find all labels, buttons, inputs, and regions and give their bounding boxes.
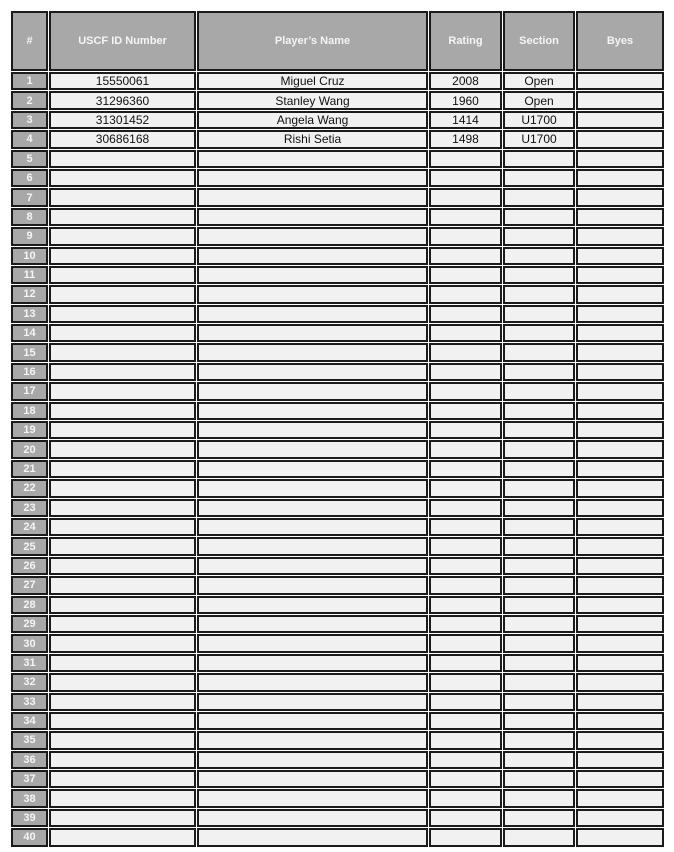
- row-number-cell: 35: [11, 731, 48, 749]
- id-cell: [49, 537, 196, 555]
- name-cell: [197, 460, 428, 478]
- rating-cell: [429, 673, 502, 691]
- byes-cell: [576, 731, 664, 749]
- table-row: [11, 91, 664, 109]
- rating-cell: [429, 479, 502, 497]
- table-row: [11, 305, 664, 323]
- row-number-cell: 36: [11, 751, 48, 769]
- id-cell: [49, 557, 196, 575]
- rating-cell: 1498: [429, 130, 502, 148]
- table-row: [11, 828, 664, 846]
- byes-cell: [576, 169, 664, 187]
- byes-cell: [576, 285, 664, 303]
- byes-cell: [576, 537, 664, 555]
- column-header-player-name: Player’s Name: [197, 11, 428, 71]
- id-cell: 31296360: [49, 91, 196, 109]
- section-cell: [503, 188, 575, 206]
- row-number-cell: 8: [11, 208, 48, 226]
- byes-cell: [576, 576, 664, 594]
- id-cell: [49, 770, 196, 788]
- table-row: [11, 111, 664, 129]
- table-row: [11, 382, 664, 400]
- row-number-cell: 13: [11, 305, 48, 323]
- byes-cell: [576, 421, 664, 439]
- table-row: [11, 440, 664, 458]
- byes-cell: [576, 91, 664, 109]
- byes-cell: [576, 130, 664, 148]
- id-cell: [49, 518, 196, 536]
- row-number-cell: 17: [11, 382, 48, 400]
- name-cell: [197, 266, 428, 284]
- table-row: [11, 169, 664, 187]
- column-header-section: Section: [503, 11, 575, 71]
- table-row: [11, 809, 664, 827]
- column-header-uscf-id: USCF ID Number: [49, 11, 196, 71]
- rating-cell: [429, 828, 502, 846]
- table-row: [11, 266, 664, 284]
- id-cell: [49, 266, 196, 284]
- byes-cell: [576, 305, 664, 323]
- byes-cell: [576, 402, 664, 420]
- name-cell: Angela Wang: [197, 111, 428, 129]
- id-cell: [49, 731, 196, 749]
- table-row: [11, 596, 664, 614]
- rating-cell: [429, 693, 502, 711]
- id-cell: [49, 150, 196, 168]
- byes-cell: [576, 615, 664, 633]
- section-cell: [503, 693, 575, 711]
- rating-cell: [429, 789, 502, 807]
- table-row: [11, 363, 664, 381]
- id-cell: 31301452: [49, 111, 196, 129]
- rating-cell: [429, 576, 502, 594]
- id-cell: [49, 499, 196, 517]
- section-cell: [503, 576, 575, 594]
- name-cell: [197, 673, 428, 691]
- row-number-cell: 18: [11, 402, 48, 420]
- name-cell: [197, 731, 428, 749]
- table-row: [11, 673, 664, 691]
- byes-cell: [576, 712, 664, 730]
- row-number-cell: 29: [11, 615, 48, 633]
- byes-cell: [576, 518, 664, 536]
- row-number-cell: 6: [11, 169, 48, 187]
- rating-cell: [429, 227, 502, 245]
- rating-cell: [429, 266, 502, 284]
- row-number-cell: 31: [11, 654, 48, 672]
- table-row: [11, 731, 664, 749]
- section-cell: [503, 751, 575, 769]
- header-row: [11, 11, 664, 71]
- name-cell: [197, 499, 428, 517]
- section-cell: [503, 712, 575, 730]
- rating-cell: [429, 615, 502, 633]
- rating-cell: [429, 382, 502, 400]
- name-cell: [197, 421, 428, 439]
- byes-cell: [576, 654, 664, 672]
- id-cell: [49, 440, 196, 458]
- name-cell: [197, 518, 428, 536]
- id-cell: 15550061: [49, 72, 196, 90]
- section-cell: [503, 770, 575, 788]
- section-cell: [503, 499, 575, 517]
- row-number-cell: 10: [11, 247, 48, 265]
- rating-cell: [429, 596, 502, 614]
- name-cell: [197, 440, 428, 458]
- id-cell: [49, 188, 196, 206]
- byes-cell: [576, 382, 664, 400]
- table-row: [11, 751, 664, 769]
- row-number-cell: 1: [11, 72, 48, 90]
- rating-cell: [429, 169, 502, 187]
- rating-cell: [429, 421, 502, 439]
- table-row: [11, 188, 664, 206]
- name-cell: [197, 169, 428, 187]
- section-cell: [503, 227, 575, 245]
- name-cell: [197, 188, 428, 206]
- name-cell: [197, 615, 428, 633]
- player-roster-table: [10, 10, 665, 848]
- id-cell: [49, 693, 196, 711]
- column-header-byes: Byes: [576, 11, 664, 71]
- rating-cell: [429, 324, 502, 342]
- section-cell: Open: [503, 72, 575, 90]
- byes-cell: [576, 460, 664, 478]
- section-cell: [503, 285, 575, 303]
- id-cell: 30686168: [49, 130, 196, 148]
- id-cell: [49, 712, 196, 730]
- byes-cell: [576, 557, 664, 575]
- table-row: [11, 499, 664, 517]
- section-cell: [503, 596, 575, 614]
- byes-cell: [576, 673, 664, 691]
- table-row: [11, 789, 664, 807]
- id-cell: [49, 305, 196, 323]
- row-number-cell: 19: [11, 421, 48, 439]
- table-row: [11, 479, 664, 497]
- section-cell: [503, 828, 575, 846]
- id-cell: [49, 363, 196, 381]
- section-cell: [503, 266, 575, 284]
- table-row: [11, 150, 664, 168]
- id-cell: [49, 809, 196, 827]
- rating-cell: [429, 440, 502, 458]
- byes-cell: [576, 111, 664, 129]
- rating-cell: [429, 363, 502, 381]
- section-cell: [503, 169, 575, 187]
- id-cell: [49, 789, 196, 807]
- rating-cell: [429, 751, 502, 769]
- name-cell: [197, 712, 428, 730]
- section-cell: [503, 789, 575, 807]
- row-number-cell: 33: [11, 693, 48, 711]
- row-number-cell: 32: [11, 673, 48, 691]
- rating-cell: [429, 460, 502, 478]
- section-cell: [503, 557, 575, 575]
- table-row: [11, 654, 664, 672]
- name-cell: [197, 150, 428, 168]
- id-cell: [49, 208, 196, 226]
- section-cell: Open: [503, 91, 575, 109]
- byes-cell: [576, 789, 664, 807]
- id-cell: [49, 169, 196, 187]
- section-cell: [503, 809, 575, 827]
- name-cell: Miguel Cruz: [197, 72, 428, 90]
- byes-cell: [576, 596, 664, 614]
- table-row: [11, 518, 664, 536]
- player-roster-sheet: [10, 10, 660, 848]
- name-cell: [197, 634, 428, 652]
- name-cell: [197, 576, 428, 594]
- section-cell: [503, 518, 575, 536]
- section-cell: [503, 421, 575, 439]
- name-cell: Stanley Wang: [197, 91, 428, 109]
- id-cell: [49, 402, 196, 420]
- byes-cell: [576, 440, 664, 458]
- name-cell: Rishi Setia: [197, 130, 428, 148]
- id-cell: [49, 285, 196, 303]
- rating-cell: [429, 247, 502, 265]
- rating-cell: [429, 809, 502, 827]
- row-number-cell: 39: [11, 809, 48, 827]
- id-cell: [49, 343, 196, 361]
- table-row: [11, 615, 664, 633]
- rating-cell: [429, 343, 502, 361]
- row-number-cell: 28: [11, 596, 48, 614]
- id-cell: [49, 382, 196, 400]
- section-cell: [503, 537, 575, 555]
- id-cell: [49, 634, 196, 652]
- name-cell: [197, 227, 428, 245]
- id-cell: [49, 596, 196, 614]
- name-cell: [197, 809, 428, 827]
- section-cell: [503, 673, 575, 691]
- row-number-cell: 37: [11, 770, 48, 788]
- section-cell: [503, 479, 575, 497]
- rating-cell: 2008: [429, 72, 502, 90]
- row-number-cell: 2: [11, 91, 48, 109]
- rating-cell: [429, 188, 502, 206]
- byes-cell: [576, 828, 664, 846]
- id-cell: [49, 615, 196, 633]
- section-cell: [503, 305, 575, 323]
- byes-cell: [576, 343, 664, 361]
- row-number-cell: 38: [11, 789, 48, 807]
- byes-cell: [576, 751, 664, 769]
- column-header-rating: Rating: [429, 11, 502, 71]
- row-number-cell: 26: [11, 557, 48, 575]
- table-row: [11, 130, 664, 148]
- name-cell: [197, 596, 428, 614]
- name-cell: [197, 693, 428, 711]
- row-number-cell: 14: [11, 324, 48, 342]
- section-cell: [503, 654, 575, 672]
- rating-cell: [429, 712, 502, 730]
- rating-cell: [429, 208, 502, 226]
- rating-cell: [429, 731, 502, 749]
- id-cell: [49, 460, 196, 478]
- rating-cell: [429, 150, 502, 168]
- table-row: [11, 285, 664, 303]
- byes-cell: [576, 809, 664, 827]
- table-row: [11, 208, 664, 226]
- section-cell: [503, 150, 575, 168]
- section-cell: [503, 363, 575, 381]
- row-number-cell: 7: [11, 188, 48, 206]
- row-number-cell: 11: [11, 266, 48, 284]
- id-cell: [49, 576, 196, 594]
- byes-cell: [576, 247, 664, 265]
- byes-cell: [576, 208, 664, 226]
- id-cell: [49, 479, 196, 497]
- name-cell: [197, 382, 428, 400]
- row-number-cell: 40: [11, 828, 48, 846]
- section-cell: U1700: [503, 130, 575, 148]
- byes-cell: [576, 479, 664, 497]
- name-cell: [197, 479, 428, 497]
- table-row: [11, 537, 664, 555]
- rating-cell: 1414: [429, 111, 502, 129]
- row-number-cell: 4: [11, 130, 48, 148]
- table-row: [11, 227, 664, 245]
- id-cell: [49, 227, 196, 245]
- section-cell: [503, 460, 575, 478]
- name-cell: [197, 537, 428, 555]
- section-cell: [503, 440, 575, 458]
- section-cell: [503, 208, 575, 226]
- row-number-cell: 3: [11, 111, 48, 129]
- row-number-cell: 24: [11, 518, 48, 536]
- table-row: [11, 770, 664, 788]
- name-cell: [197, 305, 428, 323]
- row-number-cell: 20: [11, 440, 48, 458]
- name-cell: [197, 247, 428, 265]
- row-number-cell: 34: [11, 712, 48, 730]
- section-cell: [503, 615, 575, 633]
- id-cell: [49, 751, 196, 769]
- section-cell: [503, 343, 575, 361]
- byes-cell: [576, 227, 664, 245]
- row-number-cell: 15: [11, 343, 48, 361]
- rating-cell: [429, 654, 502, 672]
- id-cell: [49, 828, 196, 846]
- name-cell: [197, 770, 428, 788]
- section-cell: [503, 382, 575, 400]
- row-number-cell: 5: [11, 150, 48, 168]
- row-number-cell: 30: [11, 634, 48, 652]
- rating-cell: [429, 285, 502, 303]
- byes-cell: [576, 634, 664, 652]
- rating-cell: [429, 770, 502, 788]
- column-header-number: #: [11, 11, 48, 71]
- table-row: [11, 693, 664, 711]
- row-number-cell: 16: [11, 363, 48, 381]
- table-row: [11, 460, 664, 478]
- section-cell: [503, 324, 575, 342]
- name-cell: [197, 654, 428, 672]
- byes-cell: [576, 363, 664, 381]
- row-number-cell: 22: [11, 479, 48, 497]
- byes-cell: [576, 150, 664, 168]
- byes-cell: [576, 266, 664, 284]
- table-row: [11, 421, 664, 439]
- rating-cell: 1960: [429, 91, 502, 109]
- id-cell: [49, 421, 196, 439]
- name-cell: [197, 324, 428, 342]
- table-row: [11, 402, 664, 420]
- section-cell: [503, 731, 575, 749]
- rating-cell: [429, 499, 502, 517]
- name-cell: [197, 789, 428, 807]
- table-row: [11, 324, 664, 342]
- byes-cell: [576, 770, 664, 788]
- id-cell: [49, 654, 196, 672]
- table-row: [11, 712, 664, 730]
- section-cell: [503, 402, 575, 420]
- byes-cell: [576, 499, 664, 517]
- table-row: [11, 576, 664, 594]
- rating-cell: [429, 518, 502, 536]
- name-cell: [197, 285, 428, 303]
- rating-cell: [429, 557, 502, 575]
- name-cell: [197, 557, 428, 575]
- table-row: [11, 72, 664, 90]
- name-cell: [197, 343, 428, 361]
- section-cell: U1700: [503, 111, 575, 129]
- table-row: [11, 247, 664, 265]
- id-cell: [49, 324, 196, 342]
- id-cell: [49, 247, 196, 265]
- rating-cell: [429, 537, 502, 555]
- section-cell: [503, 634, 575, 652]
- row-number-cell: 27: [11, 576, 48, 594]
- id-cell: [49, 673, 196, 691]
- row-number-cell: 21: [11, 460, 48, 478]
- rating-cell: [429, 402, 502, 420]
- table-row: [11, 634, 664, 652]
- section-cell: [503, 247, 575, 265]
- row-number-cell: 23: [11, 499, 48, 517]
- byes-cell: [576, 324, 664, 342]
- table-row: [11, 557, 664, 575]
- name-cell: [197, 208, 428, 226]
- name-cell: [197, 363, 428, 381]
- byes-cell: [576, 693, 664, 711]
- rating-cell: [429, 634, 502, 652]
- row-number-cell: 12: [11, 285, 48, 303]
- rating-cell: [429, 305, 502, 323]
- table-row: [11, 343, 664, 361]
- name-cell: [197, 828, 428, 846]
- name-cell: [197, 751, 428, 769]
- row-number-cell: 25: [11, 537, 48, 555]
- row-number-cell: 9: [11, 227, 48, 245]
- byes-cell: [576, 72, 664, 90]
- byes-cell: [576, 188, 664, 206]
- name-cell: [197, 402, 428, 420]
